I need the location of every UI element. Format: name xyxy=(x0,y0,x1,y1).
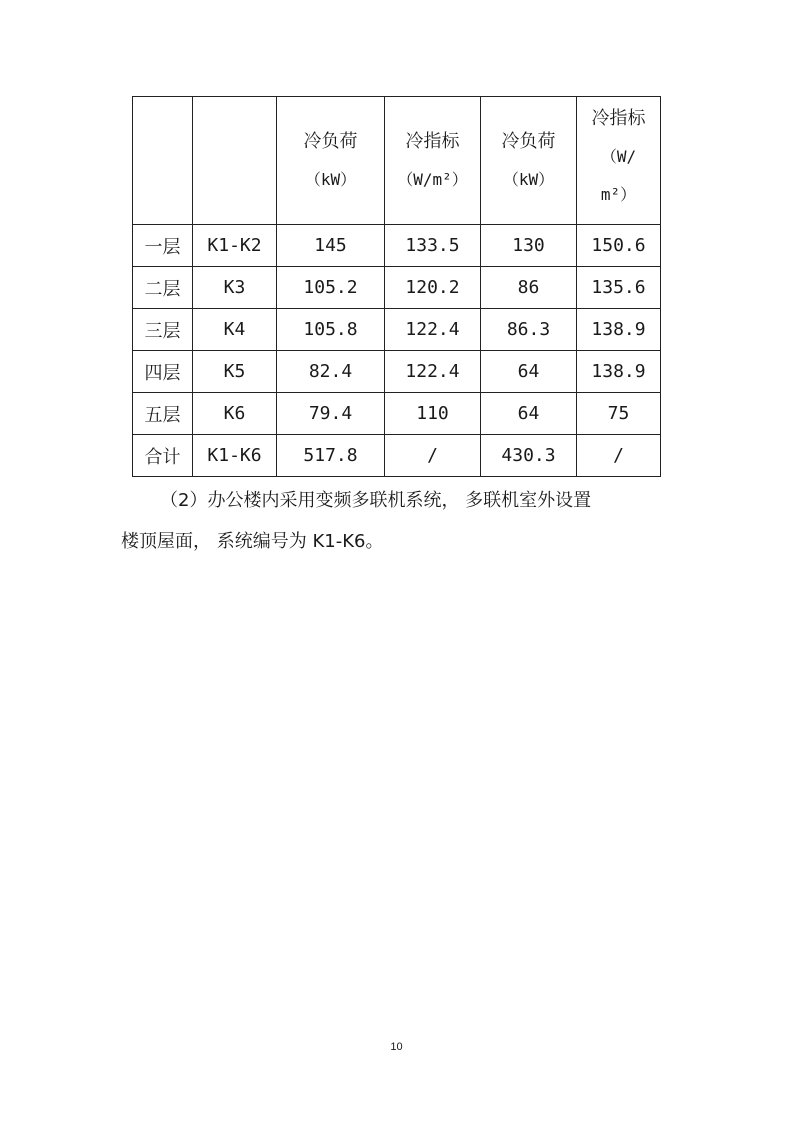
cooling-load-cell: 64 xyxy=(481,393,577,435)
cooling-index-cell: 75 xyxy=(577,393,661,435)
cooling-index-cell: 135.6 xyxy=(577,267,661,309)
header-unit: （W/m²） xyxy=(397,169,468,189)
cooling-load-cell: 79.4 xyxy=(277,393,385,435)
cooling-index-cell: 120.2 xyxy=(385,267,481,309)
cooling-load-cell: 430.3 xyxy=(481,435,577,477)
system-cell: K5 xyxy=(193,351,277,393)
header-label: 冷负荷 xyxy=(303,130,358,152)
floor-cell: 一层 xyxy=(133,225,193,267)
table-row xyxy=(133,435,661,477)
header-cell-blank-2 xyxy=(193,97,277,225)
header-unit: （W/ xyxy=(600,147,637,166)
floor-cell: 五层 xyxy=(133,393,193,435)
table-row xyxy=(133,267,661,309)
cooling-load-cell: 130 xyxy=(481,225,577,267)
system-cell: K3 xyxy=(193,267,277,309)
floor-cell: 三层 xyxy=(133,309,193,351)
cooling-index-cell: 133.5 xyxy=(385,225,481,267)
body-paragraph-line-2: 楼顶屋面， 系统编号为 K1-K6。 xyxy=(121,531,384,552)
cooling-index-cell: / xyxy=(385,435,481,477)
header-cell-cooling-index-1 xyxy=(385,97,481,225)
header-label: 冷指标 xyxy=(591,108,646,129)
system-cell: K4 xyxy=(193,309,277,351)
cooling-load-cell: 517.8 xyxy=(277,435,385,477)
cooling-load-cell: 145 xyxy=(277,225,385,267)
cooling-load-cell: 86 xyxy=(481,267,577,309)
header-unit: m²） xyxy=(600,185,637,204)
cooling-load-cell: 64 xyxy=(481,351,577,393)
table-row xyxy=(133,393,661,435)
header-cell-cooling-load-2 xyxy=(481,97,577,225)
cooling-load-cell: 105.8 xyxy=(277,309,385,351)
cooling-index-cell: 122.4 xyxy=(385,351,481,393)
header-unit: （kW） xyxy=(304,169,357,189)
cooling-index-cell: 138.9 xyxy=(577,309,661,351)
cooling-index-cell: 122.4 xyxy=(385,309,481,351)
table-row xyxy=(133,225,661,267)
header-cell-cooling-index-2 xyxy=(577,97,661,225)
header-cell-cooling-load-1 xyxy=(277,97,385,225)
cooling-load-table xyxy=(132,96,661,477)
cooling-load-cell: 105.2 xyxy=(277,267,385,309)
system-cell: K6 xyxy=(193,393,277,435)
cooling-index-cell: 138.9 xyxy=(577,351,661,393)
system-cell: K1-K6 xyxy=(193,435,277,477)
table-row xyxy=(133,309,661,351)
header-label: 冷负荷 xyxy=(501,130,556,152)
table-row xyxy=(133,351,661,393)
cooling-load-cell: 86.3 xyxy=(481,309,577,351)
cooling-index-cell: 150.6 xyxy=(577,225,661,267)
header-cell-blank-1 xyxy=(133,97,193,225)
table-header-row xyxy=(133,97,661,225)
cooling-index-cell: / xyxy=(577,435,661,477)
cooling-load-cell: 82.4 xyxy=(277,351,385,393)
cooling-index-cell: 110 xyxy=(385,393,481,435)
page-number: 10 xyxy=(390,1041,403,1053)
body-paragraph-line-1: （2）办公楼内采用变频多联机系统， 多联机室外设置 xyxy=(160,490,592,511)
floor-cell: 四层 xyxy=(133,351,193,393)
floor-cell: 合计 xyxy=(133,435,193,477)
header-unit: （kW） xyxy=(502,169,555,189)
system-cell: K1-K2 xyxy=(193,225,277,267)
floor-cell: 二层 xyxy=(133,267,193,309)
header-label: 冷指标 xyxy=(405,130,460,152)
